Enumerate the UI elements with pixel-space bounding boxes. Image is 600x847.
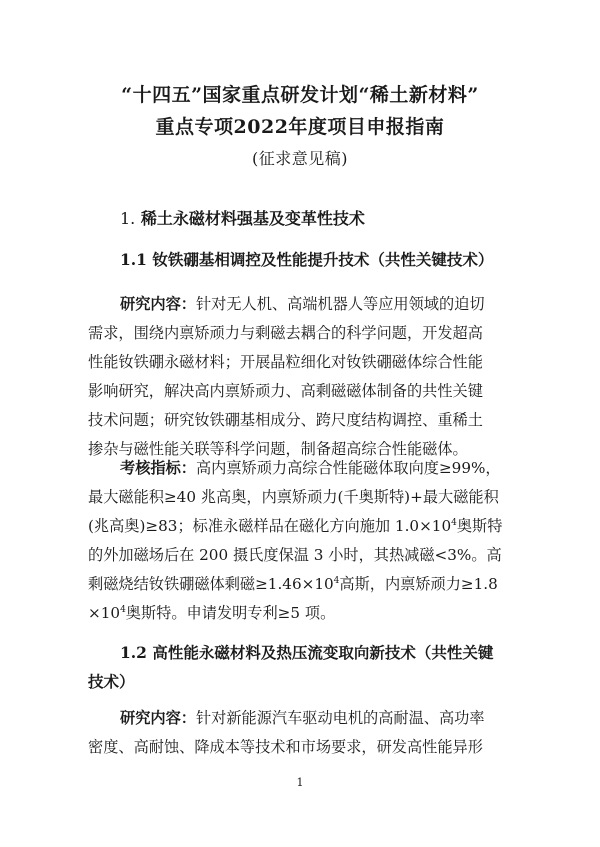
section-number: 1. [120, 209, 136, 228]
assessment-paragraph-1-1 [88, 454, 512, 628]
section-title: 稀土永磁材料强基及变革性技术 [135, 209, 365, 228]
paragraph-line: 需求，围绕内禀矫顽力与剩磁去耦合的科学问题，开发超高 [88, 324, 483, 342]
paragraph-line: $\times 10^4$奥斯特。申请发明专利≥5 项。 [88, 604, 336, 622]
document-subtitle: (征求意见稿) [252, 149, 348, 168]
paragraph-line: 掺杂与磁性能关联等科学问题，制备超高综合性能磁体。 [88, 440, 468, 458]
section-heading [120, 206, 365, 229]
research-content-paragraph-1-1 [88, 290, 512, 464]
research-label: 研究内容： [120, 295, 196, 313]
document-title-line2: 重点专项2022年度项目申报指南 [155, 116, 445, 138]
superscript: 4 [120, 604, 126, 615]
subsection-heading-1-1: 1.1 钕铁硼基相调控及性能提升技术（共性关键技术） [120, 250, 494, 269]
paragraph-line: 技术问题；研究钕铁硼基相成分、跨尺度结构调控、重稀土 [88, 411, 483, 429]
superscript: 4 [333, 575, 340, 586]
page-number: 1 [296, 776, 304, 789]
paragraph-line: 性能钕铁硼永磁材料；开展晶粒细化对钕铁硼磁体综合性能 [88, 353, 483, 371]
subsection-heading-1-2: 1.2 高性能永磁材料及热压流变取向新技术（共性关键 [120, 643, 494, 662]
paragraph-line: 的外加磁场后在 200 摄氏度保温 3 小时，其热减磁<3%。高 [88, 546, 502, 564]
paragraph-line: 研究内容：针对无人机、高端机器人等应用领域的迫切 [120, 295, 485, 313]
document-title-line1: “十四五”国家重点研发计划“稀土新材料” [121, 84, 479, 106]
paragraph-line: 研究内容：针对新能源汽车驱动电机的高耐温、高功率 [120, 709, 485, 727]
research-label: 研究内容： [120, 709, 196, 727]
paragraph-line: 考核指标：高内禀矫顽力高综合性能磁体取向度≥99%， [120, 459, 501, 477]
paragraph-line: 剩磁烧结钕铁硼磁体剩磁$\ge 1.46\times 10^4$高斯，内禀矫顽力≥1.8 [88, 575, 498, 593]
subsection-heading-1-2-continued: 技术） [88, 672, 135, 691]
paragraph-line: 最大磁能积≥40 兆高奥，内禀矫顽力(千奥斯特)+最大磁能积 [88, 488, 499, 506]
research-content-paragraph-1-2 [88, 704, 512, 762]
assessment-label: 考核指标： [120, 459, 196, 477]
paragraph-line: 密度、高耐蚀、降成本等技术和市场要求，研发高性能异形 [88, 738, 483, 756]
paragraph-line: 影响研究，解决高内禀矫顽力、高剩磁磁体制备的共性关键 [88, 382, 483, 400]
paragraph-line: (兆高奥)≥83；标准永磁样品在磁化方向施加 $1.0\times 10^4$奥斯特 [88, 517, 503, 535]
superscript: 4 [451, 517, 457, 528]
